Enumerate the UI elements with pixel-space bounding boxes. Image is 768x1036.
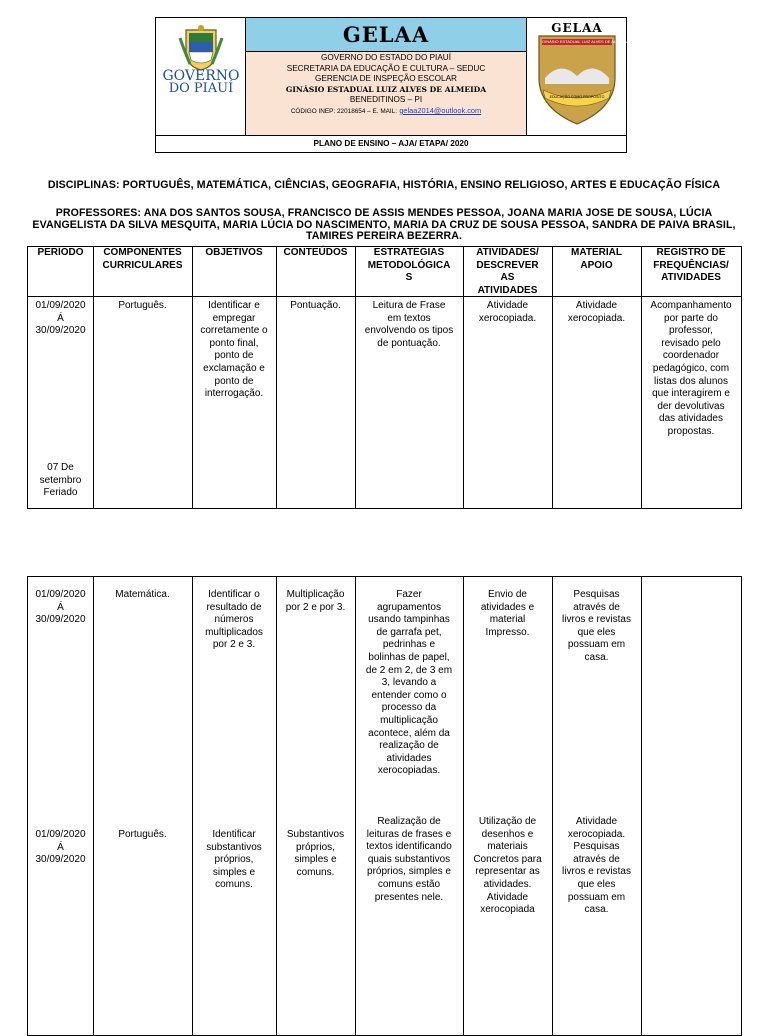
- header-center: [246, 18, 526, 135]
- row1-material: Pesquisas através de livros e revistas que eles possuam em casa.: [562, 589, 631, 663]
- header-componentes: COMPONENTES CURRICULARES: [102, 247, 183, 271]
- plan-table-2: [27, 576, 742, 1036]
- header-line-inep: [246, 106, 526, 118]
- row2-material: Atividade xerocopiada. Pesquisas através de livros e revistas que eles possuam em casa.: [562, 816, 631, 916]
- cell-atividades: Atividade xerocopiada.: [478, 300, 537, 324]
- gelaa-logo-title: GELAA: [551, 21, 603, 35]
- gelaa-shield-icon: [533, 20, 629, 132]
- header-atividades: ATIVIDADES/ DESCREVER AS ATIVIDADES: [476, 247, 539, 296]
- gelaa-logo: [526, 18, 629, 135]
- logo-text-governo: GOVERNO: [162, 68, 240, 84]
- gelaa-logo-ribbon: EDUCAÇÃO COMO PROPÓSITO: [549, 95, 605, 99]
- row2-conteudos: Substantivos próprios, simples e comuns.: [286, 829, 345, 878]
- cell-componente: Português.: [118, 300, 167, 311]
- plan-table-1: [27, 246, 742, 509]
- row1-periodo: 01/09/2020 Á 30/09/2020: [35, 589, 86, 626]
- header-institution-lines: [246, 52, 526, 135]
- cell-objetivos: Identificar e empregar corretamente o ponto final, ponto de exclamação e ponto de interrogação.: [200, 300, 268, 400]
- row2-atividades: Utilização de desenhos e materiais Concretos para representar as atividades. Atividade xerocopiada: [473, 816, 542, 916]
- header-periodo: PERÍODO: [37, 247, 84, 258]
- row1-objetivos: Identificar o resultado de números multiplicados por 2 e 3.: [205, 589, 263, 651]
- header-line-gerencia: GERENCIA DE INSPEÇÃO ESCOLAR: [315, 74, 457, 84]
- cell-conteudos: Pontuação.: [290, 300, 341, 311]
- header-conteudos: CONTEÚDOS: [283, 247, 348, 258]
- header-line-city: BENEDITINOS – PI: [349, 95, 423, 105]
- header-line-secretaria: SECRETARIA DA EDUCAÇÃO E CULTURA – SEDUC: [286, 63, 486, 73]
- row1-atividades: Envio de atividades e material Impresso.: [480, 589, 535, 638]
- header-line-ginasio: GINÁSIO ESTADUAL LUIZ ALVES DE ALMEIDA: [285, 84, 487, 94]
- cell-estrategias: Leitura de Frase em textos envolvendo os tipos de pontuação.: [364, 300, 454, 349]
- cell-feriado: 07 De setembro Feriado: [39, 462, 82, 499]
- header-registro: REGISTRO DE FREQUÊNCIAS/ ATIVIDADES: [653, 247, 729, 283]
- gelaa-logo-subtitle: GINÁSIO ESTADUAL LUIZ ALVES DE ALMEIDA: [542, 39, 629, 44]
- row2-estrategias: Realização de leituras de frases e textos identificando quais substantivos próprios, simples e comuns estão presentes nele.: [366, 816, 452, 903]
- cell-registro: Acompanhamento por parte do professor, revisado pelo coordenador pedagógico, com listas dos alunos que interagirem e der devolutivas das atividades propostas.: [650, 300, 732, 437]
- email-link[interactable]: gelaa2014@outlook.com: [399, 105, 482, 115]
- coat-of-arms-icon: [178, 24, 224, 72]
- header-title: GELAA: [246, 18, 526, 52]
- header-objetivos: OBJETIVOS: [205, 247, 263, 258]
- row1-estrategias: Fazer agrupamentos usando tampinhas de garrafa pet, pedrinhas e bolinhas de papel, de 2 em 2, de 3 em 3, levando a entender como o processo da multiplicação acontece, além da realização de atividades xerocopiadas.: [365, 589, 453, 777]
- row2-componente: Português.: [118, 829, 167, 840]
- header-material: MATERIAL APOIO: [571, 247, 622, 271]
- professores-line: PROFESSORES: ANA DOS SANTOS SOUSA, FRANCISCO DE ASSIS MENDES PESSOA, JOANA MARIA JOSE DE SOUSA, LÚCIA EVANGELISTA DA SILVA MESQUITA, MARIA LÚCIA DO NASCIMENTO, MARIA DA CRUZ DE SOUSA PESSOA, SANDRA DE PAIVA BRASIL, TAMIRES PEREIRA BEZERRA.: [32, 207, 736, 242]
- row1-conteudos: Multiplicação por 2 e por 3.: [285, 589, 346, 613]
- row2-objetivos: Identificar substantivos próprios, simples e comuns.: [206, 829, 262, 891]
- row2-periodo: 01/09/2020 Á 30/09/2020: [35, 829, 86, 866]
- cell-periodo: 01/09/2020 Á 30/09/2020: [35, 300, 86, 337]
- inep-code: CÓDIGO INEP: 22018654 – E. MAIL:: [290, 107, 398, 115]
- governo-piaui-logo: [156, 18, 246, 135]
- school-header: [155, 17, 627, 153]
- disciplinas-line: DISCIPLINAS: PORTUGUÊS, MATEMÁTICA, CIÊNCIAS, GEOGRAFIA, HISTÓRIA, ENSINO RELIGIOSO, ARTES E EDUCAÇÃO FÍSICA: [47, 179, 721, 191]
- plano-de-ensino: PLANO DE ENSINO – AJA/ ETAPA/ 2020: [156, 135, 626, 152]
- cell-material: Atividade xerocopiada.: [567, 300, 626, 324]
- header-line-governo: GOVERNO DO ESTADO DO PIAUÍ: [321, 53, 451, 62]
- logo-text-piaui: DO PIAUÍ: [168, 81, 234, 96]
- row1-componente: Matemática.: [115, 589, 170, 600]
- header-estrategias: ESTRATÉGIAS METODOLÓGICA S: [367, 247, 451, 283]
